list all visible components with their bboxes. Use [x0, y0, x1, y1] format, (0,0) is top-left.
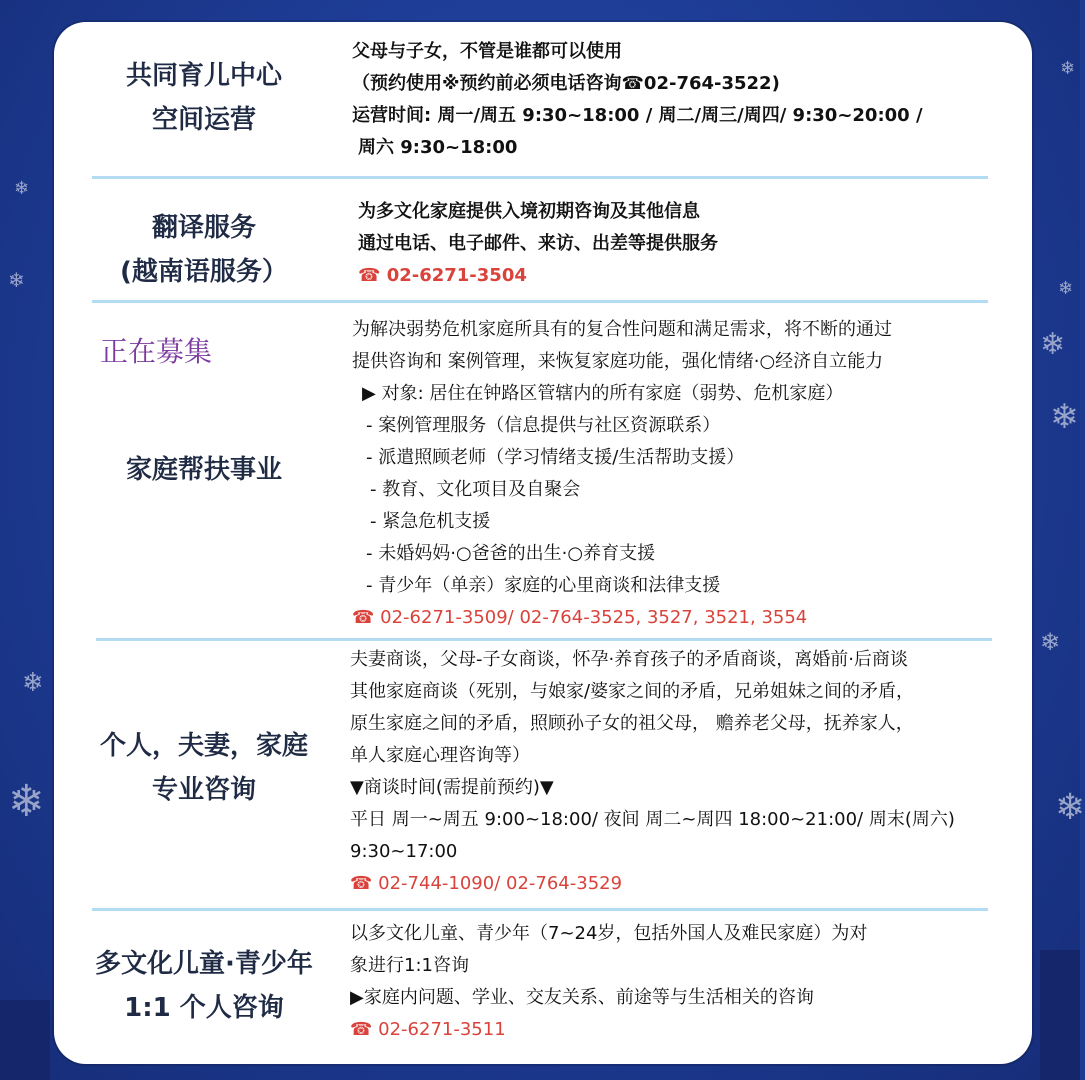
content-line: - 未婚妈妈·○爸爸的出生·○养育支援: [366, 543, 656, 564]
content-line: 夫妻商谈，父母-子女商谈，怀孕·养育孩子的矛盾商谈，离婚前·后商谈: [350, 649, 908, 670]
content-line: （预约使用※预约前必须电话咨询☎02-764-3522): [352, 73, 780, 94]
content-line: 单人家庭心理咨询等）: [350, 745, 530, 766]
content-line: 为解决弱势危机家庭所具有的复合性问题和满足需求，将不断的通过: [352, 319, 892, 340]
snowflake-icon: ❄: [1060, 58, 1076, 79]
content-line: - 教育、文化项目及自聚会: [370, 479, 581, 500]
section-title-line: 空间运营: [151, 105, 256, 135]
snowflake-icon: ❄: [1050, 397, 1079, 437]
phone-number: ☎ 02-744-1090/ 02-764-3529: [350, 873, 623, 894]
content-line: ▼商谈时间(需提前预约)▼: [350, 777, 554, 798]
snowflake-icon: ❄: [1058, 278, 1074, 299]
content-line: 9:30~17:00: [350, 841, 458, 862]
section-divider: [92, 908, 988, 911]
content-line: 为多文化家庭提供入境初期咨询及其他信息: [358, 201, 700, 222]
content-line: - 派遣照顾老师（学习情绪支援/生活帮助支援）: [366, 447, 745, 468]
snowflake-icon: ❄: [14, 178, 30, 199]
content-line: 平日 周一~周五 9:00~18:00/ 夜间 周二~周四 18:00~21:00/ 周末(周六): [350, 809, 955, 830]
section-title: [84, 54, 324, 142]
section-title: [84, 206, 324, 294]
skyline-building: [0, 1000, 50, 1080]
snowflake-icon: ❄: [8, 268, 25, 292]
content-line: - 紧急危机支援: [370, 511, 491, 532]
content-line: ▶家庭内问题、学业、交友关系、前途等与生活相关的咨询: [350, 987, 814, 1008]
phone-number: ☎ 02-6271-3509/ 02-764-3525, 3527, 3521, 3554: [352, 607, 808, 628]
recruiting-tag: 正在募集: [100, 335, 213, 368]
section-divider: [96, 638, 992, 641]
section-title: [84, 448, 324, 492]
content-line: 以多文化儿童、青少年（7~24岁，包括外国人及难民家庭）为对: [350, 923, 868, 944]
snowflake-icon: ❄: [1055, 787, 1085, 828]
section-title: [64, 724, 344, 812]
content-line: 通过电话、电子邮件、来访、出差等提供服务: [358, 233, 718, 254]
section-content: [350, 644, 955, 900]
content-line: - 案例管理服务（信息提供与社区资源联系）: [366, 415, 721, 436]
content-line: 象进行1:1咨询: [350, 955, 469, 976]
content-line: 周六 9:30~18:00: [358, 137, 518, 158]
section-title-line: (越南语服务）: [120, 257, 288, 287]
content-line: 提供咨询和 案例管理，来恢复家庭功能，强化情绪·○经济自立能力: [352, 351, 884, 372]
section-title-line: 专业咨询: [151, 775, 256, 805]
section-title-line: 共同育儿中心: [125, 61, 282, 91]
content-line: - 青少年（单亲）家庭的心里商谈和法律支援: [366, 575, 721, 596]
content-line: 运营时间: 周一/周五 9:30~18:00 / 周二/周三/周四/ 9:30~20:00 /: [352, 105, 923, 126]
content-line: 原生家庭之间的矛盾，照顾孙子女的祖父母， 赡养老父母，抚养家人，: [350, 713, 914, 734]
section-title-line: 1:1 个人咨询: [124, 993, 284, 1023]
content-line: 父母与子女，不管是谁都可以使用: [352, 41, 622, 62]
content-line: 其他家庭商谈（死别，与娘家/婆家之间的矛盾，兄弟姐妹之间的矛盾，: [350, 681, 915, 702]
section-content: [352, 314, 892, 634]
skyline-building: [1040, 950, 1080, 1080]
section-title-line: 家庭帮扶事业: [125, 455, 282, 485]
section-content: [350, 918, 867, 1046]
section-divider: [92, 300, 988, 303]
snowflake-icon: ❄: [8, 776, 45, 827]
section-title-line: 翻译服务: [151, 213, 256, 243]
content-line: ▶ 对象: 居住在钟路区管辖内的所有家庭（弱势、危机家庭）: [362, 383, 844, 404]
info-card: [54, 22, 1032, 1064]
phone-number: ☎ 02-6271-3504: [358, 265, 527, 286]
section-title: [74, 942, 334, 1030]
section-title-line: 多文化儿童·青少年: [95, 949, 313, 979]
section-title-line: 个人，夫妻，家庭: [99, 731, 308, 761]
snowflake-icon: ❄: [1040, 628, 1061, 656]
snowflake-icon: ❄: [1040, 327, 1066, 362]
section-content: [352, 36, 923, 164]
snowflake-icon: ❄: [22, 668, 44, 698]
section-divider: [92, 176, 988, 179]
section-content: [358, 196, 718, 292]
phone-number: ☎ 02-6271-3511: [350, 1019, 506, 1040]
